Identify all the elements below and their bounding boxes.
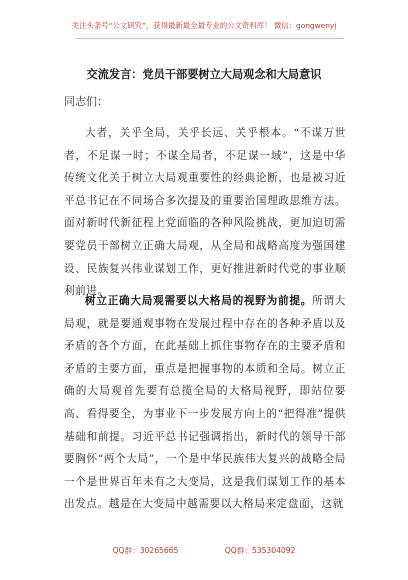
header-banner: 关注头条号“公文研究”，获得最新最全最专业的公文资料库！ 微信：gongwenyj — [71, 21, 337, 30]
paragraph-2-body: 所谓大局观，就是要通观事物在发展过程中存在的各种矛盾以及矛盾的各个方面，在此基础上抓住事物存在的主要矛盾和矛盾的主要方面，重点是把握事物的本质和全局。树立正确的大局观首先要有总揽全局的大格局视野，即站位要高、看得要全，为事业下一步发展方向上的“把得准”提供基础和前提。习近平总书记强调指出，新时代的领导干部要胸怀“两个大局”，一个是中华民族伟大复兴的战略全局一个是世界百年未有之大变局，这是我们谋划工作的基本出发点。越是在大变局中越需要以大格局来定盘面，这就 — [64, 295, 346, 511]
footer-qq-group-2: QQ群：535304092 — [224, 546, 296, 555]
footer-qq-group-1: QQ群：30265665 — [112, 546, 179, 555]
footer — [0, 545, 408, 556]
salutation: 同志们： — [64, 95, 108, 108]
paragraph-2 — [64, 290, 346, 516]
header-divider — [76, 38, 344, 39]
paragraph-1: 大者，关乎全局，关乎长远、关乎根本。“不谋万世者，不足谋一时；不谋全局者，不足谋一域”，这是中华传统文化关于树立大局观重要性的经典论断，也是被习近平总书记在不同场合多次提及的重要治国理政思维方法。面对新时代新征程上党面临的各种风险挑战，更加迫切需要党员干部树立正确大局观，从全局和战略高度为强国建设、民族复兴伟业谋划工作，更好推进新时代党的事业顺利前进。 — [64, 127, 346, 298]
paragraph-2-lead: 树立正确大局观需要以大格局的视野为前提。 — [85, 295, 313, 307]
document-title: 交流发言：党员干部要树立大局观念和大局意识 — [86, 67, 322, 81]
